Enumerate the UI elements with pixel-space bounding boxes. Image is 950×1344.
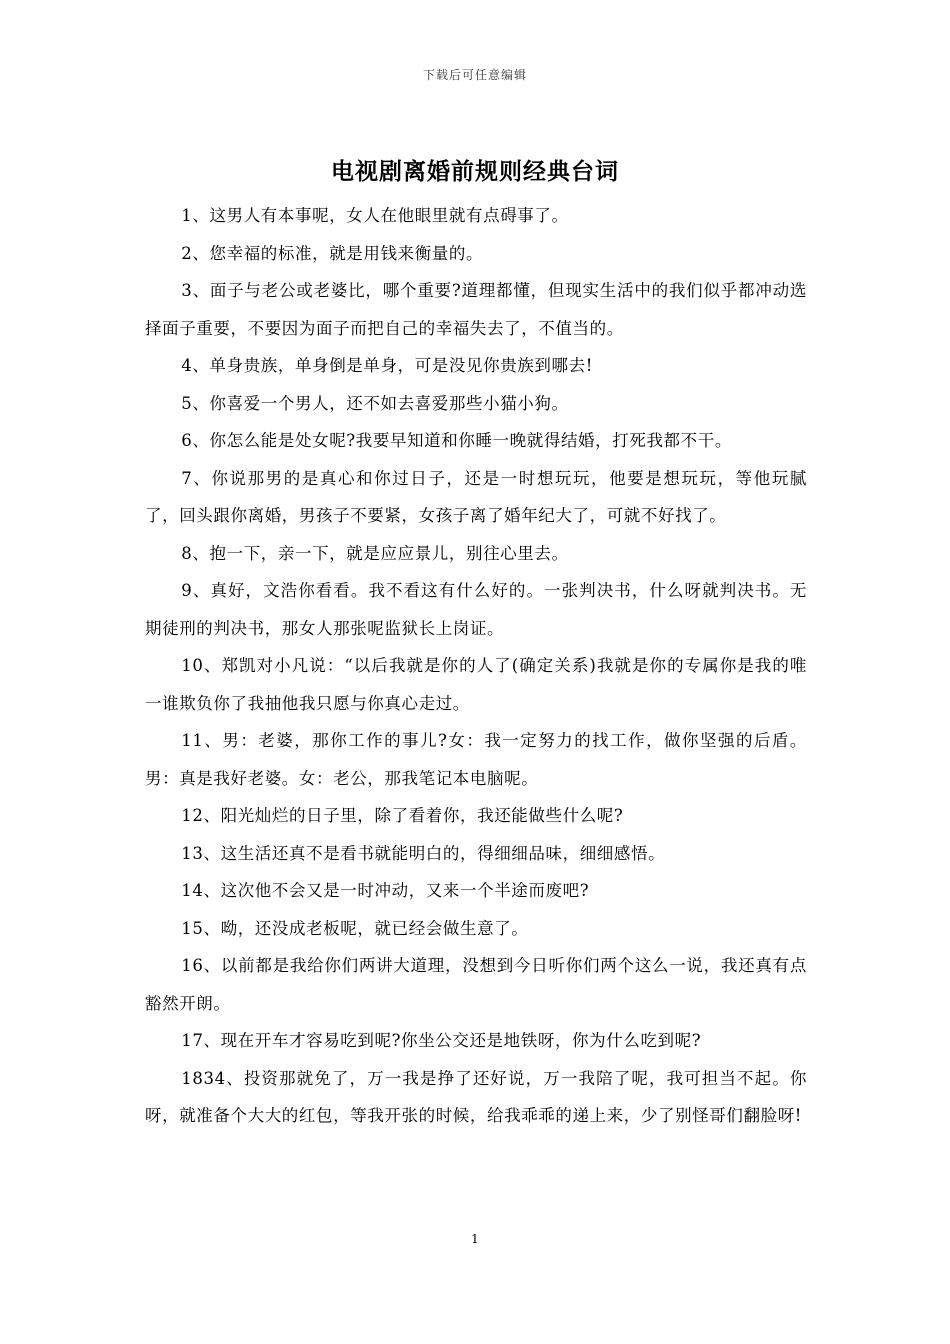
paragraph-3: 3、面子与老公或老婆比，哪个重要?道理都懂，但现实生活中的我们似乎都冲动选择面子重要，不要因为面子而把自己的幸福失去了，不值当的。 [145,281,807,338]
page-title: 电视剧离婚前规则经典台词 [331,158,619,185]
header-note: 下载后可任意编辑 [422,68,527,82]
paragraph-17: 17、现在开车才容易吃到呢?你坐公交还是地铁呀，你为什么吃到呢? [181,1031,702,1050]
paragraph-1: 1、这男人有本事呢，女人在他眼里就有点碍事了。 [181,206,569,225]
paragraph-10: 10、郑凯对小凡说：“以后我就是你的人了(确定关系)我就是你的专属你是我的唯一谁欺负你了我抽他我只愿与你真心走过。 [145,656,807,713]
document-body [145,197,807,1135]
paragraph-12: 12、阳光灿烂的日子里，除了看着你，我还能做些什么呢? [181,806,624,825]
paragraph-13: 13、这生活还真不是看书就能明白的，得细细品味，细细感悟。 [181,843,666,863]
paragraph-6: 6、你怎么能是处女呢?我要早知道和你睡一晚就得结婚，打死我都不干。 [181,431,732,450]
paragraph-5: 5、你喜爱一个男人，还不如去喜爱那些小猫小狗。 [181,393,569,413]
paragraph-16: 16、以前都是我给你们两讲大道理，没想到今日听你们两个这么一说，我还真有点豁然开朗。 [145,956,807,1013]
paragraph-8: 8、抱一下，亲一下，就是应应景儿，别往心里去。 [181,543,569,563]
paragraph-15: 15、呦，还没成老板呢，就已经会做生意了。 [181,918,529,938]
page-number: 1 [471,1232,479,1246]
paragraph-11: 11、男：老婆，那你工作的事儿?女：我一定努力的找工作，做你坚强的后盾。男：真是我好老婆。女：老公，那我笔记本电脑呢。 [145,731,807,788]
paragraph-9: 9、真好，文浩你看看。我不看这有什么好的。一张判决书，什么呀就判决书。无期徒刑的判决书，那女人那张呢监狱长上岗证。 [145,581,807,638]
paragraph-7: 7、你说那男的是真心和你过日子，还是一时想玩玩，他要是想玩玩，等他玩腻了，回头跟你离婚，男孩子不要紧，女孩子离了婚年纪大了，可就不好找了。 [145,468,807,525]
paragraph-2: 2、您幸福的标准，就是用钱来衡量的。 [181,243,484,263]
paragraph-4: 4、单身贵族，单身倒是单身，可是没见你贵族到哪去! [181,356,593,375]
paragraph-14: 14、这次他不会又是一时冲动，又来一个半途而废吧? [181,881,590,900]
paragraph-18: 1834、投资那就免了，万一我是挣了还好说，万一我陪了呢，我可担当不起。你呀，就准备个大大的红包，等我开张的时候，给我乖乖的递上来，少了别怪哥们翻脸呀! [145,1068,807,1125]
